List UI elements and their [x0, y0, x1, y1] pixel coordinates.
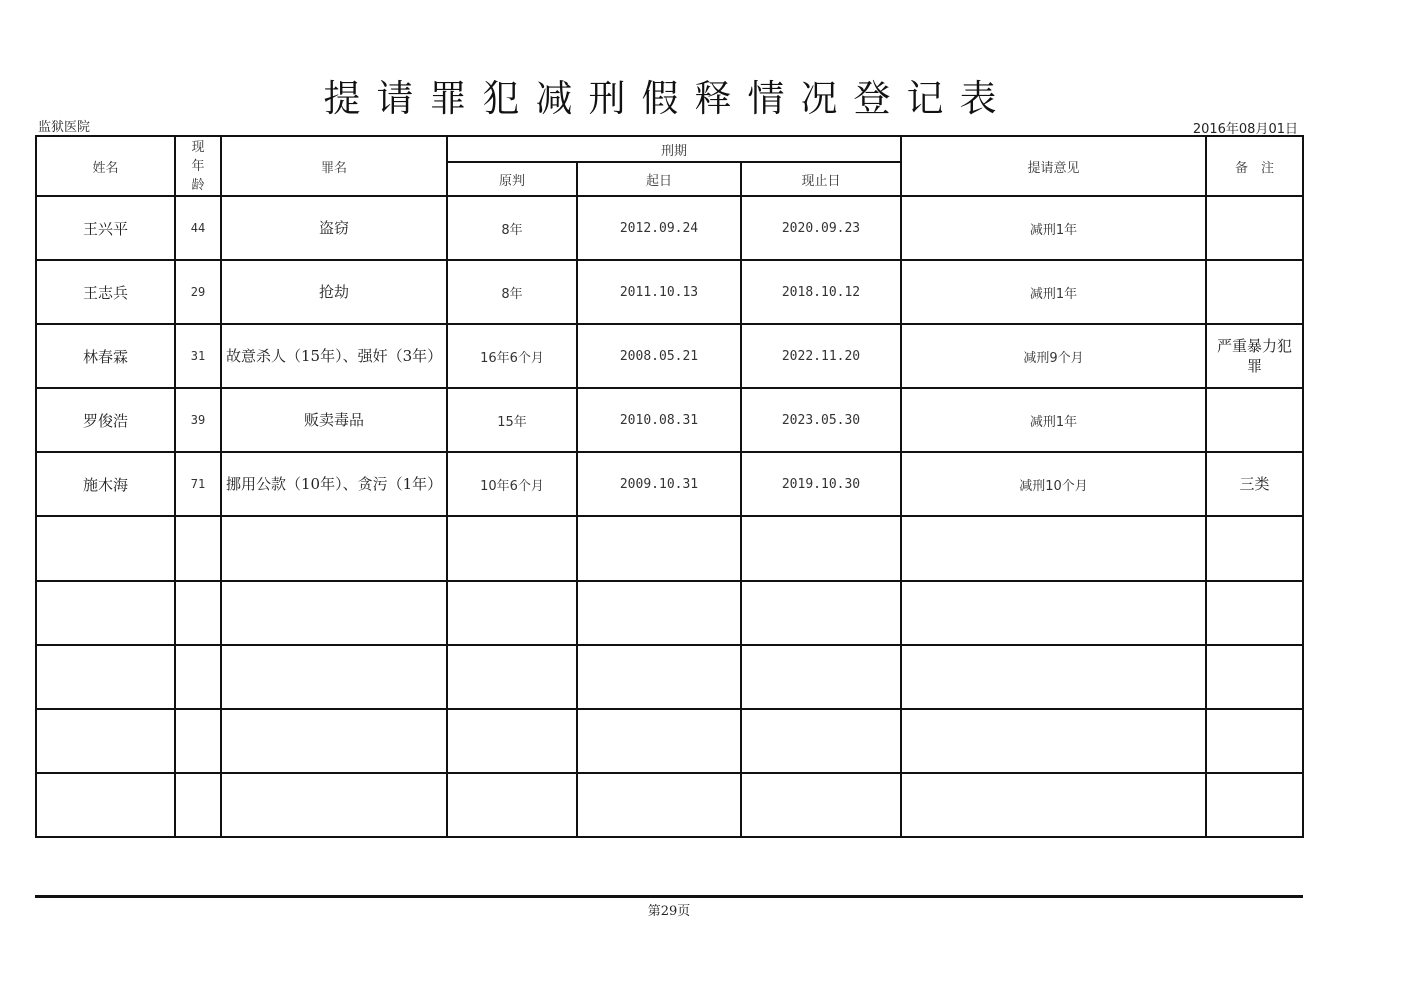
cell-remarks	[1206, 773, 1303, 837]
cell-remarks	[1206, 260, 1303, 324]
header-sentence-group: 刑期	[447, 136, 901, 162]
table-row	[36, 773, 1303, 837]
cell-remarks	[1206, 516, 1303, 580]
cell-end-date	[741, 516, 901, 580]
cell-remarks	[1206, 581, 1303, 645]
header-crime: 罪名	[221, 136, 447, 196]
cell-start-date	[577, 581, 741, 645]
cell-remarks	[1206, 388, 1303, 452]
header-age-char: 年	[191, 158, 205, 174]
cell-age: 29	[175, 260, 221, 324]
cell-age	[175, 709, 221, 773]
cell-remarks	[1206, 645, 1303, 709]
cell-original-sentence	[447, 773, 577, 837]
organization-label: 监狱医院	[38, 120, 91, 135]
header-current-end: 现止日	[741, 162, 901, 196]
header-age-char: 现	[191, 139, 205, 155]
cell-age	[175, 645, 221, 709]
header-age	[175, 136, 221, 196]
cell-crime: 挪用公款（10年）、贪污（1年）	[221, 452, 447, 516]
table-row	[36, 324, 1303, 388]
cell-opinion	[901, 773, 1206, 837]
cell-original-sentence: 16年6个月	[447, 324, 577, 388]
cell-crime	[221, 709, 447, 773]
cell-end-date: 2018.10.12	[741, 260, 901, 324]
document-date: 2016年08月01日	[1192, 122, 1298, 137]
cell-name	[36, 773, 175, 837]
cell-original-sentence	[447, 581, 577, 645]
cell-crime	[221, 773, 447, 837]
document-title: 提请罪犯减刑假释情况登记表	[323, 77, 1013, 120]
table-row	[36, 516, 1303, 580]
cell-original-sentence	[447, 709, 577, 773]
cell-remarks	[1206, 196, 1303, 260]
cell-age	[175, 773, 221, 837]
cell-remarks	[1206, 709, 1303, 773]
cell-start-date: 2012.09.24	[577, 196, 741, 260]
cell-age	[175, 516, 221, 580]
cell-start-date	[577, 516, 741, 580]
cell-opinion	[901, 581, 1206, 645]
cell-end-date	[741, 773, 901, 837]
cell-remarks: 三类	[1206, 452, 1303, 516]
cell-opinion: 减刑1年	[901, 260, 1206, 324]
cell-crime	[221, 645, 447, 709]
header-age-char: 龄	[191, 177, 205, 193]
cell-start-date	[577, 645, 741, 709]
table-row	[36, 645, 1303, 709]
cell-name	[36, 645, 175, 709]
table-row	[36, 452, 1303, 516]
table-row	[36, 196, 1303, 260]
cell-opinion: 减刑10个月	[901, 452, 1206, 516]
cell-name: 王志兵	[36, 260, 175, 324]
cell-start-date: 2009.10.31	[577, 452, 741, 516]
cell-name: 施木海	[36, 452, 175, 516]
page-number: 第29页	[647, 904, 691, 919]
footer-divider	[35, 895, 1303, 898]
cell-end-date	[741, 581, 901, 645]
cell-original-sentence: 8年	[447, 260, 577, 324]
cell-original-sentence	[447, 645, 577, 709]
cell-start-date: 2010.08.31	[577, 388, 741, 452]
cell-name	[36, 709, 175, 773]
table-row	[36, 709, 1303, 773]
table-row	[36, 581, 1303, 645]
table-row	[36, 260, 1303, 324]
cell-crime	[221, 581, 447, 645]
cell-original-sentence: 8年	[447, 196, 577, 260]
cell-start-date	[577, 773, 741, 837]
cell-crime: 抢劫	[221, 260, 447, 324]
header-start-date: 起日	[577, 162, 741, 196]
header-original: 原判	[447, 162, 577, 196]
cell-age: 44	[175, 196, 221, 260]
header-remarks: 备 注	[1206, 136, 1303, 196]
cell-end-date	[741, 709, 901, 773]
cell-end-date	[741, 645, 901, 709]
table-row	[36, 388, 1303, 452]
cell-age: 71	[175, 452, 221, 516]
cell-original-sentence: 10年6个月	[447, 452, 577, 516]
cell-opinion	[901, 516, 1206, 580]
cell-name	[36, 516, 175, 580]
cell-crime	[221, 516, 447, 580]
cell-remarks: 严重暴力犯罪	[1206, 324, 1303, 388]
cell-age	[175, 581, 221, 645]
cell-name	[36, 581, 175, 645]
cell-end-date: 2023.05.30	[741, 388, 901, 452]
cell-name: 王兴平	[36, 196, 175, 260]
cell-end-date: 2020.09.23	[741, 196, 901, 260]
cell-name: 林春霖	[36, 324, 175, 388]
cell-opinion: 减刑1年	[901, 196, 1206, 260]
cell-start-date: 2011.10.13	[577, 260, 741, 324]
header-row	[36, 136, 1303, 162]
cell-original-sentence: 15年	[447, 388, 577, 452]
cell-opinion: 减刑9个月	[901, 324, 1206, 388]
cell-end-date: 2022.11.20	[741, 324, 901, 388]
cell-name: 罗俊浩	[36, 388, 175, 452]
cell-original-sentence	[447, 516, 577, 580]
cell-opinion	[901, 709, 1206, 773]
header-name: 姓名	[36, 136, 175, 196]
cell-crime: 盗窃	[221, 196, 447, 260]
cell-opinion: 减刑1年	[901, 388, 1206, 452]
cell-start-date: 2008.05.21	[577, 324, 741, 388]
cell-opinion	[901, 645, 1206, 709]
cell-start-date	[577, 709, 741, 773]
cell-age: 31	[175, 324, 221, 388]
cell-crime: 贩卖毒品	[221, 388, 447, 452]
header-opinion: 提请意见	[901, 136, 1206, 196]
cell-end-date: 2019.10.30	[741, 452, 901, 516]
cell-age: 39	[175, 388, 221, 452]
cell-crime: 故意杀人（15年）、强奸（3年）	[221, 324, 447, 388]
register-table	[35, 135, 1304, 838]
